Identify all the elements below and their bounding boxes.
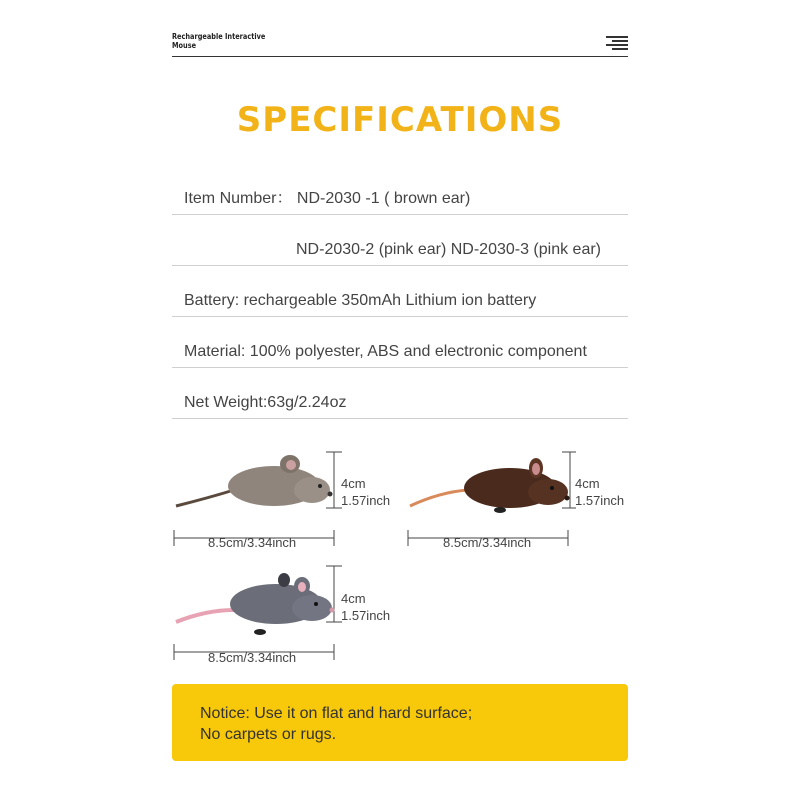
grey-mouse-height-cm: 4cm: [341, 476, 366, 491]
notice-text: [200, 703, 472, 745]
notice-line-2: No carpets or rugs.: [200, 726, 337, 743]
spec-item-number-cont-text: ND-2030-2 (pink ear) ND-2030-3 (pink ear): [296, 241, 602, 258]
spec-net-weight: [172, 384, 628, 419]
brown-mouse-height-cm: 4cm: [575, 476, 600, 491]
spec-item-number-text: Item Number： ND-2030 -1 ( brown ear): [184, 190, 471, 207]
brown-mouse-width: 8.5cm/3.34inch: [443, 535, 532, 550]
spec-material-text: Material: 100% polyester, ABS and electronic component: [184, 343, 587, 360]
blue-grey-mouse-height-in: 1.57inch: [341, 608, 391, 623]
brand-name: [172, 32, 279, 50]
page-title: SPECIFICATIONS: [236, 100, 564, 140]
brand-line-2: Mouse: [172, 41, 197, 50]
spec-material: [172, 333, 628, 368]
blue-grey-mouse-height: [341, 590, 390, 624]
brown-mouse-height: [575, 475, 624, 509]
blue-grey-mouse-width: 8.5cm/3.34inch: [208, 650, 297, 665]
blue-grey-mouse-height-cm: 4cm: [341, 591, 366, 606]
grey-mouse-width: 8.5cm/3.34inch: [208, 535, 297, 550]
grey-mouse-height-in: 1.57inch: [341, 493, 391, 508]
spec-item-number: [172, 180, 628, 215]
spec-battery-text: Battery: rechargeable 350mAh Lithium ion battery: [184, 292, 537, 309]
brown-mouse-height-in: 1.57inch: [575, 493, 625, 508]
notice-banner: [172, 684, 628, 761]
menu-icon[interactable]: [606, 36, 628, 52]
spec-item-number-cont: [172, 231, 628, 266]
header-bar: [172, 30, 628, 57]
spec-net-weight-text: Net Weight:63g/2.24oz: [184, 394, 347, 411]
spec-battery: [172, 282, 628, 317]
notice-line-1: Notice: Use it on flat and hard surface;: [200, 705, 473, 722]
grey-mouse-height: [341, 475, 390, 509]
brand-line-1: Rechargeable Interactive: [172, 32, 266, 41]
